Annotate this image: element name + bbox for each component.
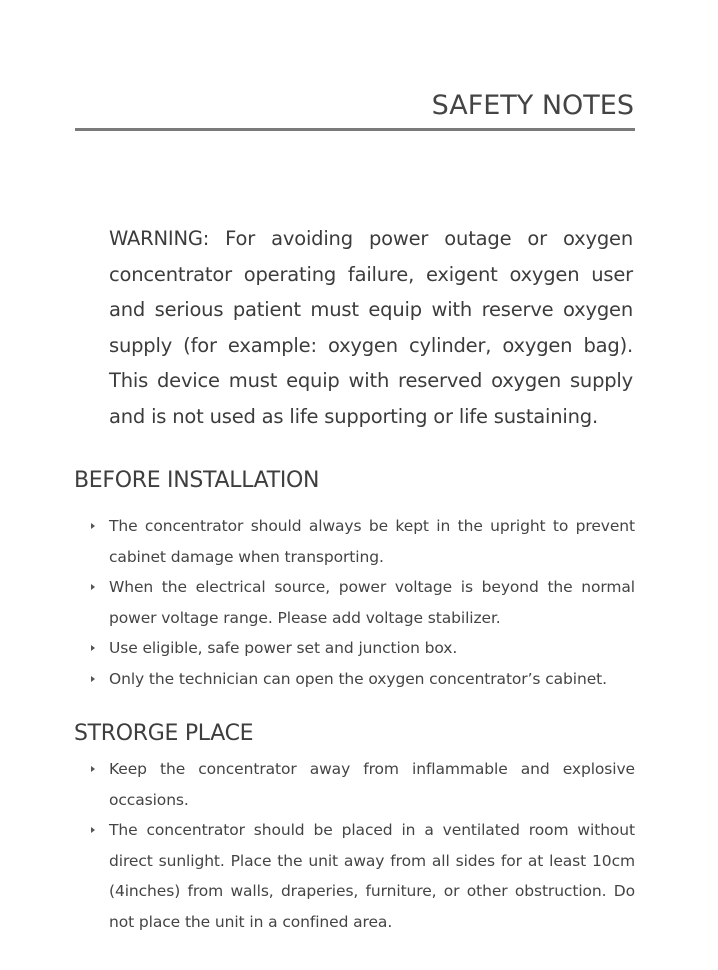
list-item-text: When the electrical source, power voltage is beyond the normal power voltage range. Please add voltage stabilizer. — [109, 578, 635, 627]
list-item — [90, 511, 635, 572]
storage-place-list — [90, 754, 635, 937]
list-item — [90, 754, 635, 815]
triangle-bullet-icon — [91, 766, 95, 772]
list-item — [90, 815, 635, 937]
page-title: SAFETY NOTES — [431, 90, 634, 121]
list-item — [90, 633, 635, 664]
list-item-text: The concentrator should always be kept in the upright to prevent cabinet damage when transporting. — [109, 517, 635, 566]
title-divider — [75, 128, 635, 131]
list-item-text: Only the technician can open the oxygen concentrator’s cabinet. — [109, 669, 607, 688]
list-item-text: The concentrator should be placed in a ventilated room without direct sunlight. Place the unit away from all sides for at least 10cm (4inches) from walls, draperies, furniture, or other obstruction. Do not place the unit in a confined area. — [109, 821, 635, 931]
before-installation-list — [90, 511, 635, 694]
triangle-bullet-icon — [91, 645, 95, 651]
section-heading-before-installation: BEFORE INSTALLATION — [74, 468, 320, 493]
triangle-bullet-icon — [91, 523, 95, 529]
list-item — [90, 572, 635, 633]
triangle-bullet-icon — [91, 676, 95, 682]
list-item-text: Use eligible, safe power set and junction box. — [109, 639, 458, 657]
section-heading-storage-place: STRORGE PLACE — [74, 721, 254, 746]
warning-paragraph: WARNING: For avoiding power outage or oxygen concentrator operating failure, exigent oxygen user and serious patient must equip with reserve oxygen supply (for example: oxygen cylinder, oxygen bag). This device must equip with reserved oxygen supply and is not used as life supporting or life sustaining. — [109, 227, 633, 428]
triangle-bullet-icon — [91, 584, 95, 590]
triangle-bullet-icon — [91, 827, 95, 833]
list-item-text: Keep the concentrator away from inflammable and explosive occasions. — [109, 760, 635, 809]
list-item — [90, 664, 635, 695]
